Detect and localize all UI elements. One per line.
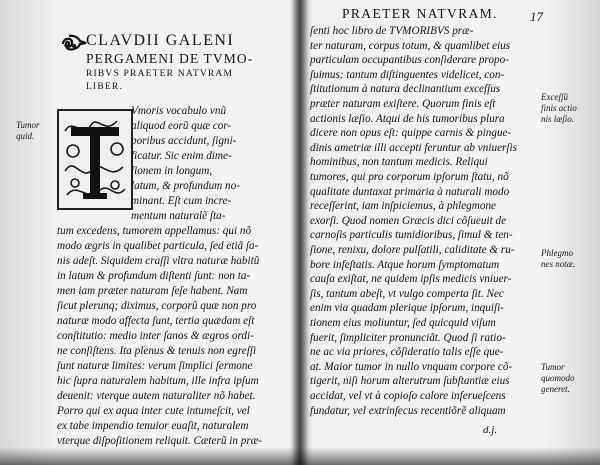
- text-line: tionem eius moliuntur, ſed quicquid viſum: [310, 317, 496, 329]
- text-line: aliquod eorũ quæ cor-: [131, 120, 232, 132]
- text-line: tumores, qui pro corporum ipſorum ſtatu, nõ: [310, 171, 509, 183]
- text-line: actionis læſio. Atqui de his tumoribus plura: [310, 112, 505, 125]
- text-line: at. Maior tumor in nullo vnquam corpore cõ-: [310, 360, 513, 373]
- text-line: ficatur. Sic enim dime-: [131, 150, 232, 162]
- margin-note-excessus: Exceſſũ finis actio nis læſio.: [541, 92, 577, 124]
- signature-mark: d.j.: [483, 424, 498, 436]
- text-line: men iam præter naturam ſeſe habent. Nam: [57, 285, 248, 297]
- text-line: ſionem in longum,: [131, 165, 213, 177]
- text-line: ne ac via priores, cõſideratio talis eſſe que-: [310, 346, 504, 359]
- book-title: [86, 32, 286, 94]
- text-line: hic ſupra naturalem habitum, ille infra ipſum: [57, 375, 259, 387]
- text-line: ex tabe impendio tenuior euaſit, naturalem: [57, 420, 249, 432]
- text-line: carnoſis particulis tumidioribus, ſimul & ten-: [310, 229, 513, 242]
- text-line: dinis ametriæ illi accepti feruntur ab vniuerſis: [310, 141, 517, 154]
- title-line: PERGAMENI DE TVMO-: [86, 51, 254, 66]
- margin-note-tumor-quid: Tumor quid.: [16, 120, 40, 141]
- text-line: tum excedens, tumorem appellamus: qui nõ: [57, 225, 252, 237]
- text-line: hominibus, non tantum medicis. Reliqui: [310, 156, 488, 169]
- bottom-shadow: [0, 447, 600, 465]
- margin-note-tumor-quomodo: Tumor quomodo generet.: [541, 362, 575, 394]
- text-line: minant. Eſt cum incre-: [131, 195, 232, 207]
- text-line: receſſerint, iam inſpiciemus, à phlegmone: [310, 200, 497, 213]
- decorated-initial-t: [57, 109, 133, 210]
- text-line: Vmoris vocabulo vnũ: [131, 105, 227, 117]
- text-line: Porro qui ex aqua inter cute intumeſcit, vel: [57, 405, 250, 417]
- text-line: ter naturam, corpus totum, & quamlibet eius: [310, 39, 511, 52]
- text-line: ne conſiſtens. Ita plenus & tenuis non egreſſi: [57, 345, 257, 357]
- text-line: nis adeſt. Siquidem craſſi vltra naturæ habitũ: [57, 255, 260, 267]
- title-line: LIBER.: [86, 82, 124, 92]
- text-line: poribus accidunt, ſigni-: [131, 135, 237, 147]
- text-line: ſuimus: tantum diſtinguentes videlicet, con-: [310, 68, 505, 81]
- text-line: conſtitutio: medio inter ſanos & ægros ordi-: [57, 330, 254, 342]
- text-line: fundatur, vel extrinſecus recentiõrẽ aliquam: [310, 404, 506, 417]
- text-line: deuenit: vterque autem naturaliter nõ habet.: [57, 390, 256, 402]
- svg-text:T: T: [95, 201, 96, 202]
- running-head: PRAETER NATVRAM.: [342, 6, 498, 21]
- text-line: modo ægris in qualibet particula, ſed etiã ſa-: [57, 240, 259, 252]
- text-line: ſtitutionum à natura declinantium exceſſus: [310, 83, 501, 96]
- text-line: dicere non opus eſt: quippe carnis & pingue-: [310, 127, 512, 140]
- text-line: ſenti hoc libro de TVMORIBVS præ-: [310, 25, 474, 37]
- text-line: qualitate duntaxat primaria à naturali modo: [310, 185, 510, 198]
- text-line: enim via quadam plerique ipſorum, inquiſi-: [310, 302, 504, 315]
- page-number: 17: [530, 9, 543, 24]
- book-gutter: [292, 0, 308, 465]
- margin-note-phlegmones: Phlegmo nes notæ.: [541, 248, 576, 269]
- text-line: ſicut plerunq; diximus, corporũ quæ non pro: [57, 300, 257, 312]
- text-line: ſis, tantum abeſt, vt vulgo comperta ſit. Nec: [310, 287, 504, 300]
- title-line: RIBVS PRAETER NATVRAM: [86, 69, 234, 79]
- title-line: CLAVDII GALENI: [86, 32, 235, 49]
- text-line: in latum & profundum diſtenti ſunt: non ta-: [57, 270, 251, 282]
- text-line: naturæ modo affecta ſunt, tertia quædam eſt: [57, 315, 255, 327]
- text-line: bore infeſtatis. Atque horum ſymptomatum: [310, 258, 500, 271]
- text-line: exorſi. Quod nomen Græcis dici cõſueuit de: [310, 214, 507, 227]
- text-line: ſunt naturæ limites: verum ſimplici ſermone: [57, 360, 253, 372]
- text-line: particulam occupantibus conſiderare propo-: [310, 54, 509, 67]
- text-line: ſione, renixu, dolore pulſatili, caliditate & ru-: [310, 244, 515, 256]
- text-line: mentum naturalẽ ſta-: [131, 210, 226, 222]
- text-line: tigerit, niſi horum alterutrum ſubſtantiæ eius: [310, 375, 510, 388]
- text-line: præter naturam exiſtere. Quorum finis eſt: [310, 98, 496, 110]
- fleuron-ornament-icon: [60, 34, 88, 52]
- text-line: accidat, vel vt à copioſo calore inferueſcens: [310, 390, 506, 402]
- text-line: fuerit, ſimpliciter pronunciãt. Quod ſi ratio-: [310, 331, 506, 344]
- text-line: cauſa exiſtat, ne quidem ipſis medicis vniuer-: [310, 273, 512, 286]
- text-line: vterque diſpoſitionem reliquit. Cæterũ in præ-: [57, 435, 262, 447]
- text-line: latum, & profundum no-: [131, 180, 240, 192]
